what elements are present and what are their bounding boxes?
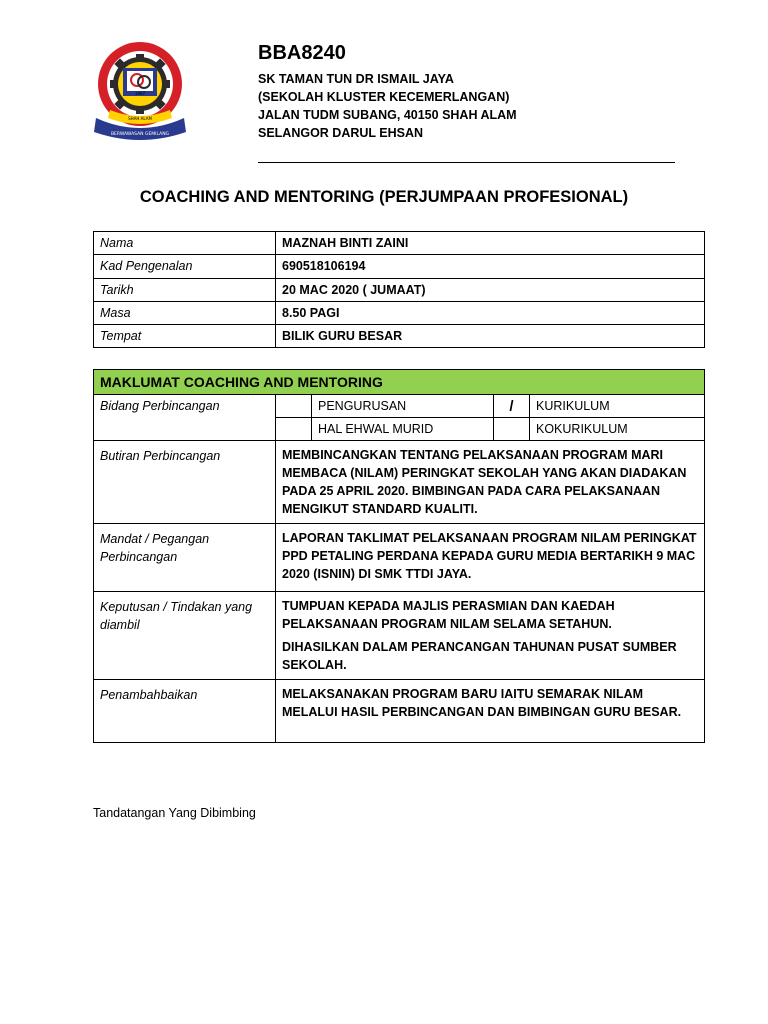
table-row [94,232,705,255]
butiran-row [94,441,705,524]
butiran-text: MEMBINCANGKAN TENTANG PELAKSANAAN PROGRAM MARI MEMBACA (NILAM) PERINGKAT SEKOLAH YANG AKAN DIADAKAN PADA 25 APRIL 2020. BIMBINGAN PADA CARA PELAKSANAAN MENGIKUT STANDARD KUALITI. [276,441,705,524]
mandat-label: Mandat / Pegangan Perbincangan [94,524,276,592]
bidang-label: Bidang Perbincangan [94,395,276,441]
keputusan-cell [276,592,705,680]
table-row [94,325,705,348]
info-table [93,231,705,348]
maklumat-header-row [94,370,705,395]
nama-label: Nama [94,232,276,255]
table-row [94,255,705,278]
tempat-value: BILIK GURU BESAR [276,325,705,348]
school-code: BBA8240 [258,42,346,64]
masa-label: Masa [94,301,276,324]
keputusan-row [94,592,705,680]
maklumat-table [93,369,705,743]
kokurikulum-checkbox [494,418,530,441]
school-name: SK TAMAN TUN DR ISMAIL JAYA [258,72,454,86]
school-logo [90,40,196,144]
kurikulum-option: KURIKULUM [530,395,705,418]
pengurusan-option: PENGURUSAN [312,395,494,418]
school-category: (SEKOLAH KLUSTER KECEMERLANGAN) [258,90,510,104]
maklumat-heading: MAKLUMAT COACHING AND MENTORING [94,370,705,395]
pengurusan-checkbox [276,395,312,418]
kokurikulum-option: KOKURIKULUM [530,418,705,441]
tarikh-label: Tarikh [94,278,276,301]
keputusan-text-1: TUMPUAN KEPADA MAJLIS PERASMIAN DAN KAEDAH PELAKSANAAN PROGRAM NILAM SELAMA SETAHUN. [282,599,615,631]
mandat-text: LAPORAN TAKLIMAT PELAKSANAAN PROGRAM NILAM PERINGKAT PPD PETALING PERDANA KEPADA GURU MEDIA BERTARIKH 9 MAC 2020 (ISNIN) DI SMK TTDI JAYA. [276,524,705,592]
keputusan-text-2: DIHASILKAN DALAM PERANCANGAN TAHUNAN PUSAT SUMBER SEKOLAH. [282,640,677,672]
masa-value: 8.50 PAGI [276,301,705,324]
school-state: SELANGOR DARUL EHSAN [258,126,424,140]
kad-pengenalan-value: 690518106194 [276,255,705,278]
penambahbaikan-row [94,680,705,743]
butiran-label: Butiran Perbincangan [94,441,276,524]
penambahbaikan-label: Penambahbaikan [94,680,276,743]
nama-value: MAZNAH BINTI ZAINI [276,232,705,255]
school-street: JALAN TUDM SUBANG, 40150 SHAH ALAM [258,108,517,122]
header-divider [258,162,675,163]
svg-text:1997: 1997 [134,91,146,96]
document-title: COACHING AND MENTORING (PERJUMPAAN PROFESIONAL) [139,188,629,206]
hal-ehwal-murid-checkbox [276,418,312,441]
hal-ehwal-murid-option: HAL EHWAL MURID [312,418,494,441]
tarikh-value: 20 MAC 2020 ( JUMAAT) [276,278,705,301]
mandat-row [94,524,705,592]
bidang-row [94,395,705,418]
svg-text:BERWAWASAN GEMILANG: BERWAWASAN GEMILANG [110,132,170,137]
kad-pengenalan-label: Kad Pengenalan [94,255,276,278]
penambahbaikan-text: MELAKSANAKAN PROGRAM BARU IAITU SEMARAK NILAM MELALUI HASIL PERBINCANGAN DAN BIMBINGAN GURU BESAR. [276,680,705,743]
svg-text:SHAH ALAM: SHAH ALAM [128,116,152,121]
table-row [94,301,705,324]
keputusan-label: Keputusan / Tindakan yang diambil [94,592,276,680]
tempat-label: Tempat [94,325,276,348]
signature-label: Tandatangan Yang Dibimbing [93,806,256,820]
table-row [94,278,705,301]
kurikulum-checkbox: / [494,395,530,418]
